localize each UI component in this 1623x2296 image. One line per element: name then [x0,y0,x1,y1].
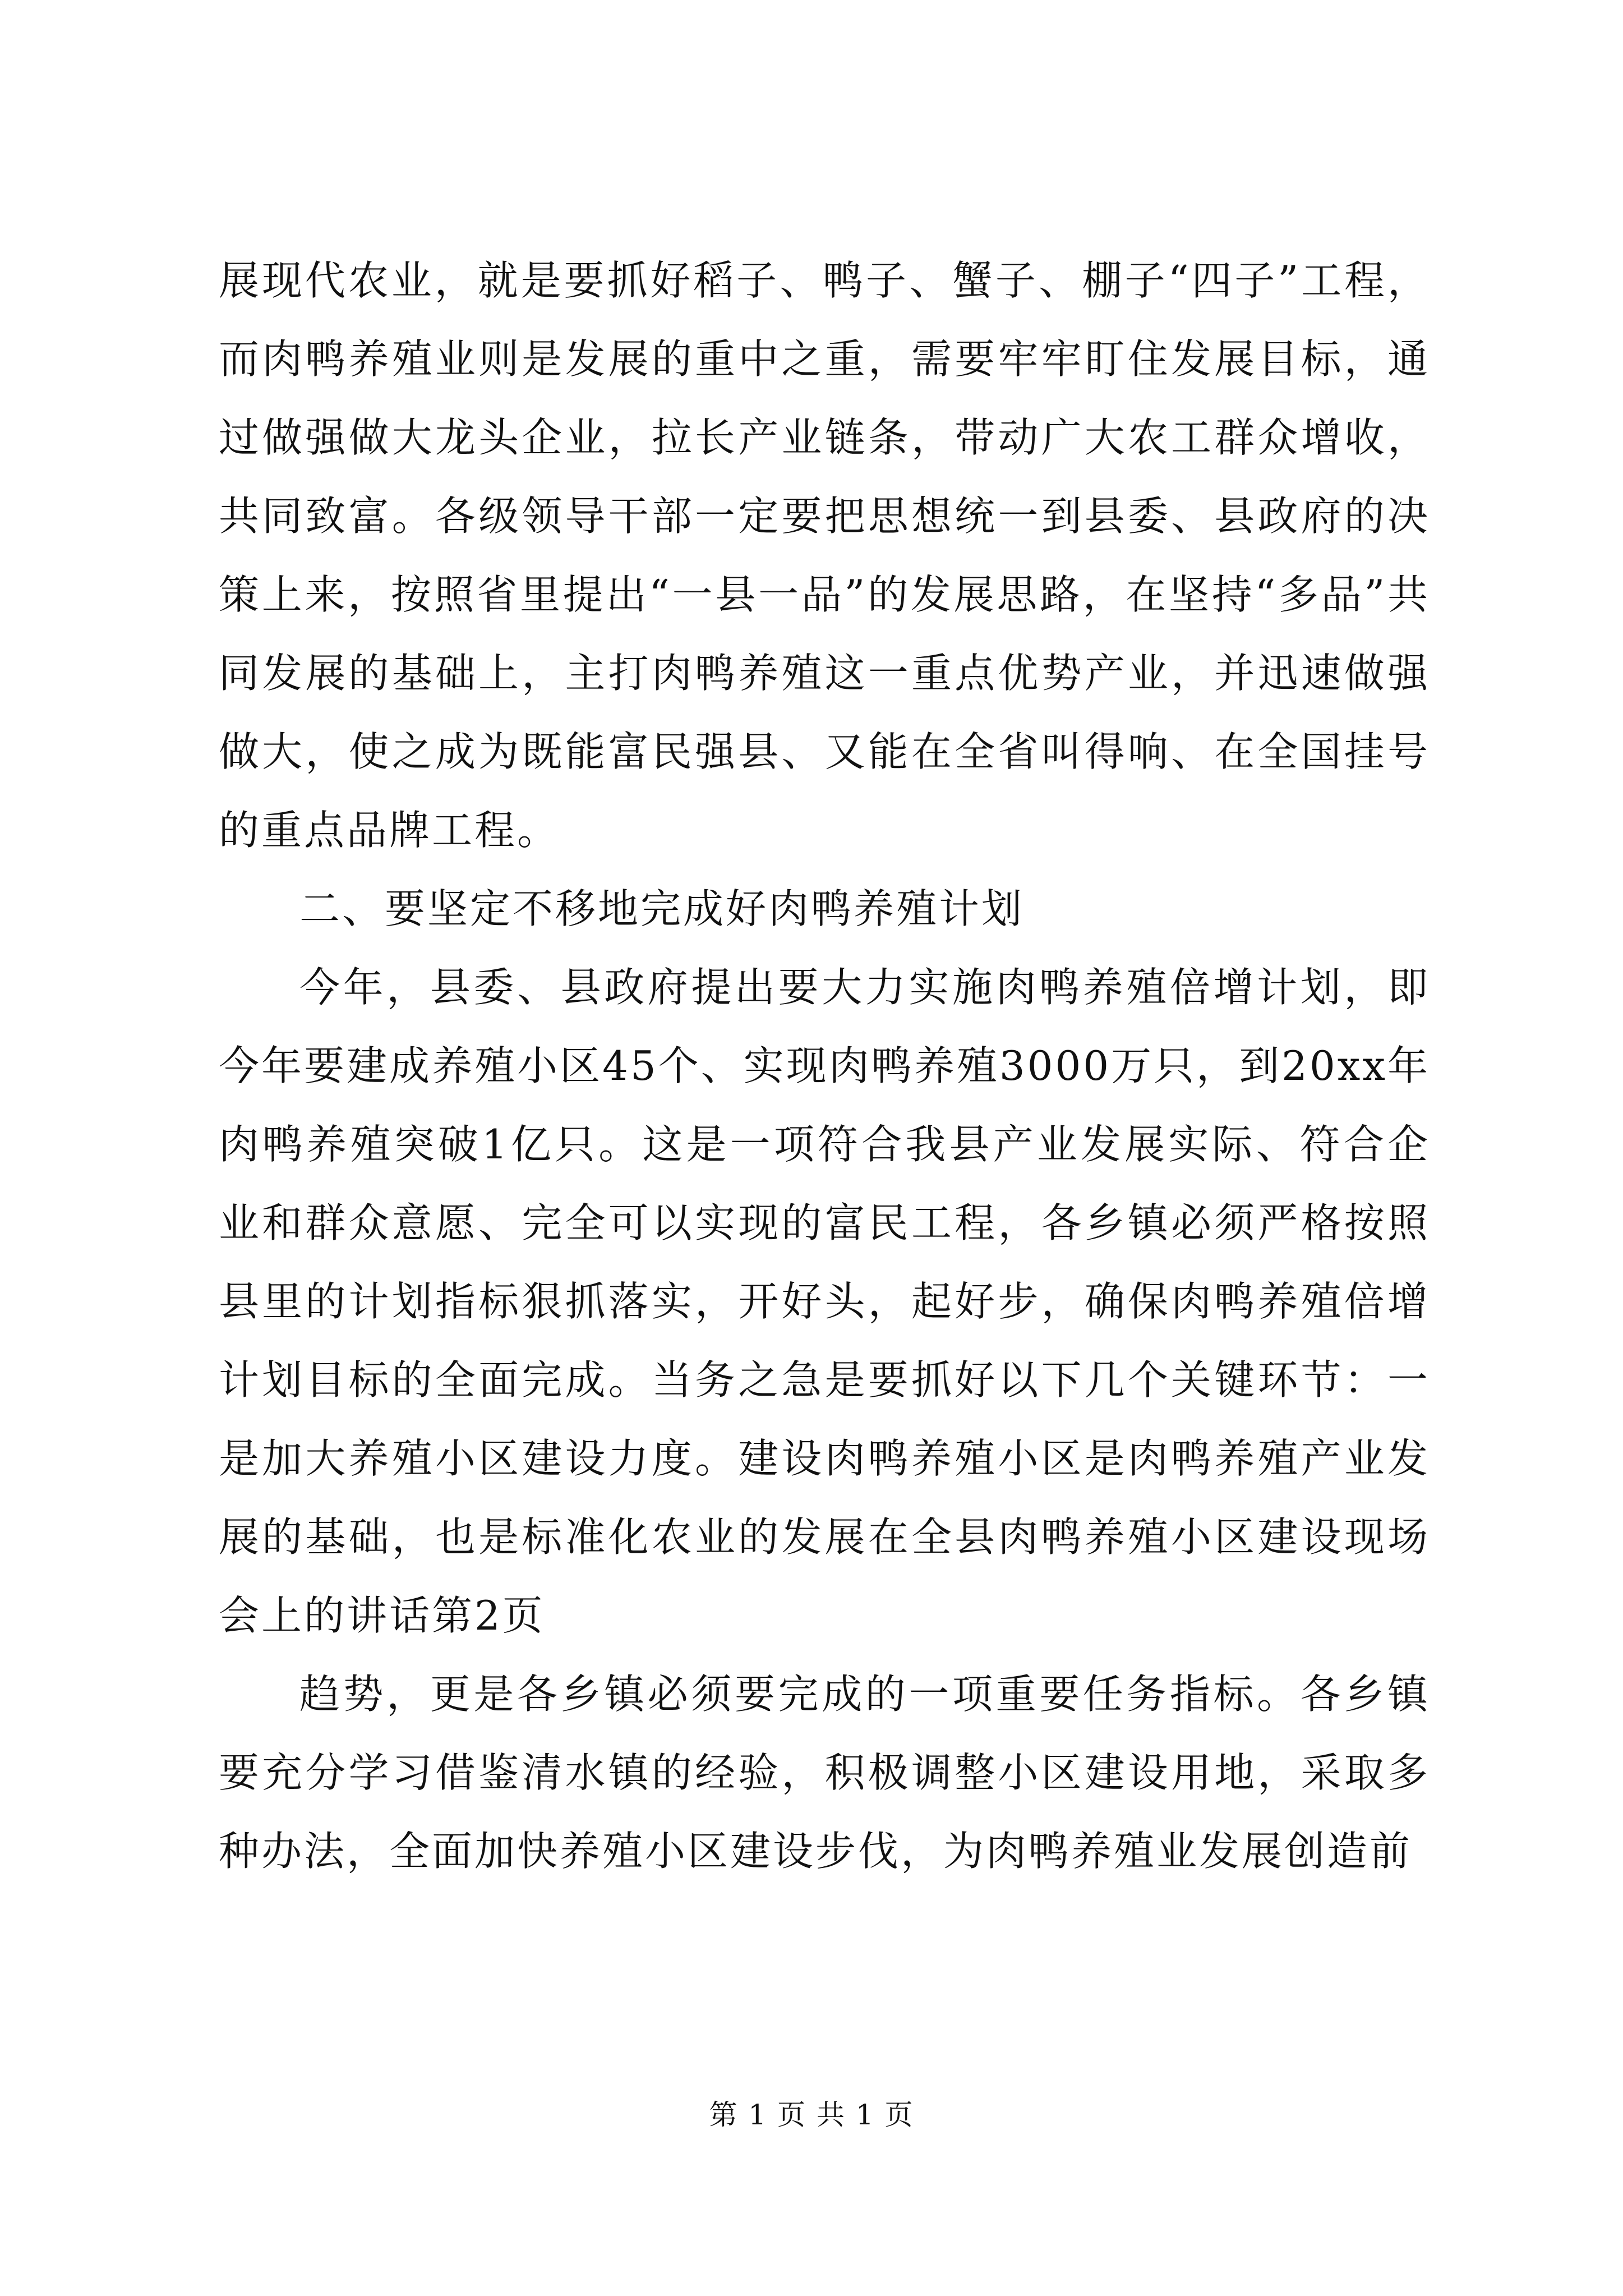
paragraph-continuation: 展现代农业，就是要抓好稻子、鸭子、蟹子、棚子“四子”工程，而肉鸭养殖业则是发展的重中之重，需要牢牢盯住发展目标，通过做强做大龙头企业，拉长产业链条，带动广大农工群众增收，共同致富。各级领导干部一定要把思想统一到县委、县政府的决策上来，按照省里提出“一县一品”的发展思路，在坚持“多品”共同发展的基础上，主打肉鸭养殖这一重点优势产业，并迅速做强做大，使之成为既能富民强县、又能在全省叫得响、在全国挂号的重点品牌工程。 [219,257,1430,854]
paragraph: 趋势，更是各乡镇必须要完成的一项重要任务指标。各乡镇要充分学习借鉴清水镇的经验，积极调整小区建设用地，采取多种办法，全面加快养殖小区建设步伐，为肉鸭养殖业发展创造前 [219,1671,1430,1875]
document-body [219,241,1430,1890]
page-footer: 第 1 页 共 1 页 [709,2099,914,2131]
paragraph: 今年，县委、县政府提出要大力实施肉鸭养殖倍增计划，即今年要建成养殖小区45个、实现肉鸭养殖3000万只，到20xx年肉鸭养殖突破1亿只。这是一项符合我县产业发展实际、符合企业和群众意愿、完全可以实现的富民工程，各乡镇必须严格按照县里的计划指标狠抓落实，开好头，起好步，确保肉鸭养殖倍增计划目标的全面完成。当务之急是要抓好以下几个关键环节：一是加大养殖小区建设力度。建设肉鸭养殖小区是肉鸭养殖产业发展的基础，也是标准化农业的发展在全县肉鸭养殖小区建设现场会上的讲话第2页 [219,964,1430,1639]
section-heading: 二、要坚定不移地完成好肉鸭养殖计划 [299,885,1025,932]
